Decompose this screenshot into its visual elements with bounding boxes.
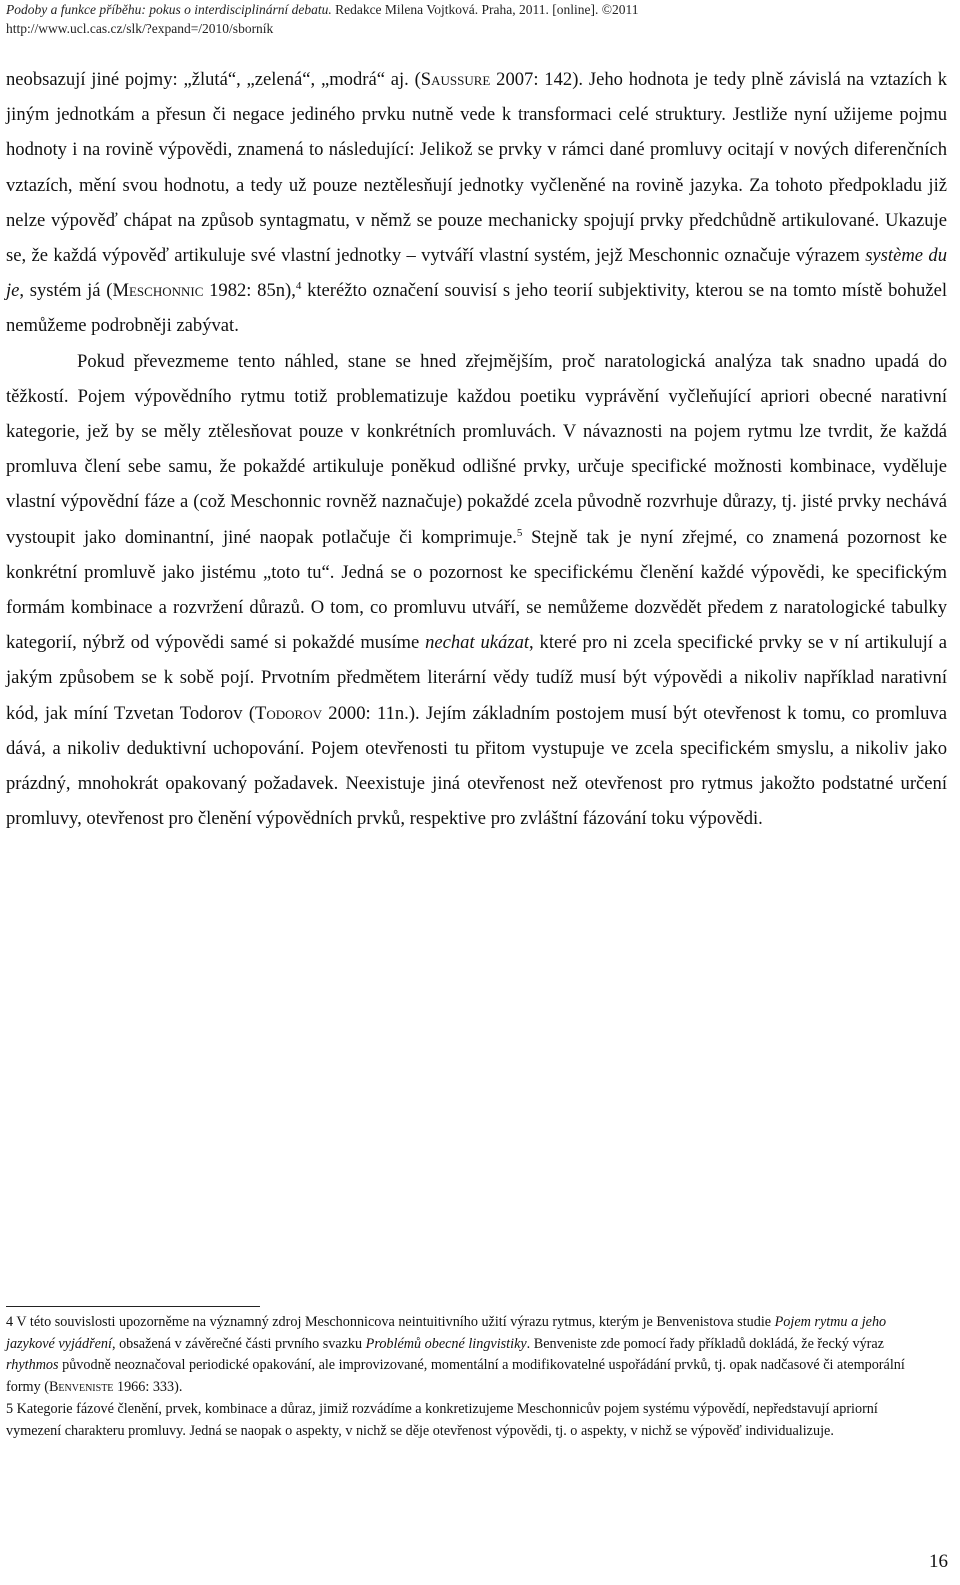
text-run: původně neoznačoval periodické opakování, ale improvizované, momentální a modifikovatelné uspořádání prvků, tj. opak nadčasové či atemporální formy (: [6, 1357, 905, 1396]
citation-author-benveniste: Benveniste: [48, 1379, 114, 1396]
citation-author-todorov: Todorov: [255, 702, 322, 724]
text-run: kteréžto označení souvisí s jeho teorií subjektivity, kterou se na tomto místě bohužel nemůžeme podrobněji zabývat.: [6, 280, 947, 337]
text-run: , systém já (: [19, 280, 113, 302]
footnote-4: [6, 1312, 936, 1399]
footnote-ref-4[interactable]: 4: [295, 280, 302, 293]
text-run: 2000: 11n.). Jejím základním postojem musí být otevřenost k tomu, co promluva dává, a nikoliv deduktivní uchopování. Pojem otevřenosti tu přitom vystupuje ve zcela specifickém smyslu, a nikoliv jako prázdný, mnohokrát opakovaný požadavek. Neexistuje jiná otevřenost než otevřenost pro rytmus jakožto podstatné určení promluvy, otevřenost pro členění výpovědních prvků, respektive pro zvláštní fázování toku výpovědi.: [6, 702, 947, 830]
header-publication-info: Redakce Milena Vojtková. Praha, 2011. [online]. ©2011: [331, 2, 639, 17]
text-run: 1966: 333).: [113, 1379, 183, 1396]
text-run: 2007: 142). Jeho hodnota je tedy plně závislá na vztazích k jiným jednotkám a přesun či negace jediného prvku nutně vede k transformaci celé struktury. Jestliže nyní užijeme pojmu hodnoty i na rovině výpovědi, znamená to následující: Jelikož se prvky v rámci dané promluvy ocitají v nových diferenčních vztazích, mění svou hodnotu, a tedy už pouze neztělesňují jednotky vyčleněné na rovině jazyka. Za tohoto předpokladu již nelze výpověď chápat na způsob syntagmatu, v němž se pouze mechanicky spojují prvky předchůdně artikulované. Ukazuje se, že každá výpověď artikuluje své vlastní jednotky – vytváří vlastní systém, jejž Meschonnic označuje výrazem: [6, 69, 947, 267]
page-number: 16: [929, 1551, 948, 1572]
running-header-url[interactable]: http://www.ucl.cas.cz/slk/?expand=/2010/sborník: [6, 21, 274, 36]
text-run: neobsazují jiné pojmy: „žlutá“, „zelená“, „modrá“ aj. (: [6, 69, 421, 90]
text-run: 1982: 85n),: [203, 280, 296, 302]
italic-title: Pojem rytmu a jeho jazykové vyjádření: [6, 1314, 887, 1352]
footnote-ref-5[interactable]: 5: [516, 526, 523, 539]
italic-term: système du je: [6, 245, 947, 302]
italic-phrase: nechat ukázat: [425, 632, 530, 654]
text-run: , obsažená v závěrečné části prvního svazku: [111, 1335, 366, 1352]
footnote-5: 5 Kategorie fázové členění, prvek, kombinace a důraz, jimiž rozvádíme a konkretizujeme Meschonnicův pojem systému výpovědí, nepředstavují apriorní vymezení charakteru promluvy. Jedná se naopak o aspekty, v nichž se děje otevřenost výpovědi, tj. o aspekty, v nichž se výpověď individualizuje.: [6, 1400, 878, 1439]
main-text: [6, 62, 947, 836]
header-book-title: Podoby a funkce příběhu: pokus o interdisciplinární debatu.: [6, 2, 332, 17]
paragraph: [6, 344, 947, 837]
text-run: Pokud převezmeme tento náhled, stane se hned zřejmějším, proč naratologická analýza tak snadno upadá do těžkostí. Pojem výpovědního rytmu totiž problematizuje každou poetiku vyprávění vyčleňující apriori obecné narativní kategorie, jež by se měly ztělesňovat pouze v konkrétních promluvách. V návaznosti na pojem rytmu lze tvrdit, že každá promluva člení sebe samu, že pokaždé artikuluje poněkud odlišné prvky, určuje specifické možnosti kombinace, vyděluje vlastní výpovědní fáze a (což Meschonnic rovněž naznačuje) pokaždé zcela původně rozvrhuje důrazy, tj. jisté prvky nechává vystoupit jako dominantní, jiné naopak potlačuje či komprimuje.: [6, 350, 947, 548]
text-run: Stejně tak je nyní zřejmé, co znamená pozornost ke konkrétní promluvě jako jistému „toto tu“. Jedná se o pozornost ke specifickému členění každé výpovědi, ke specifickým formám kombinace a rozvržení důrazů. O tom, co promluvu utváří, se nemůžeme dozvědět předem z naratologické tabulky kategorií, nýbrž od výpovědi samé si pokaždé musíme: [6, 526, 947, 654]
citation-author-saussure: Saussure: [420, 69, 491, 90]
footnote-separator: [6, 1306, 260, 1307]
footnotes: [6, 1312, 936, 1442]
text-run: 4 V této souvislosti upozorněme na významný zdroj Meschonnicova neintuitivního užití výrazu rytmus, kterým je Benvenistova studie: [6, 1314, 775, 1330]
italic-term: rhythmos: [6, 1357, 59, 1374]
text-run: . Benveniste zde pomocí řady příkladů dokládá, že řecký výraz: [526, 1335, 884, 1352]
paragraph-continued: [6, 62, 947, 344]
running-header-citation: [6, 2, 639, 18]
citation-author-meschonnic: Meschonnic: [112, 280, 204, 302]
text-run: , které pro ni zcela specifické prvky se v ní artikulují a jakým způsobem se k sobě pojí. Prvotním předmětem literární vědy tudíž musí být výpovědi a nikoliv například narativní kód, jak míní Tzvetan Todorov (: [6, 632, 948, 724]
italic-title: Problémů obecné lingvistiky: [365, 1335, 527, 1352]
